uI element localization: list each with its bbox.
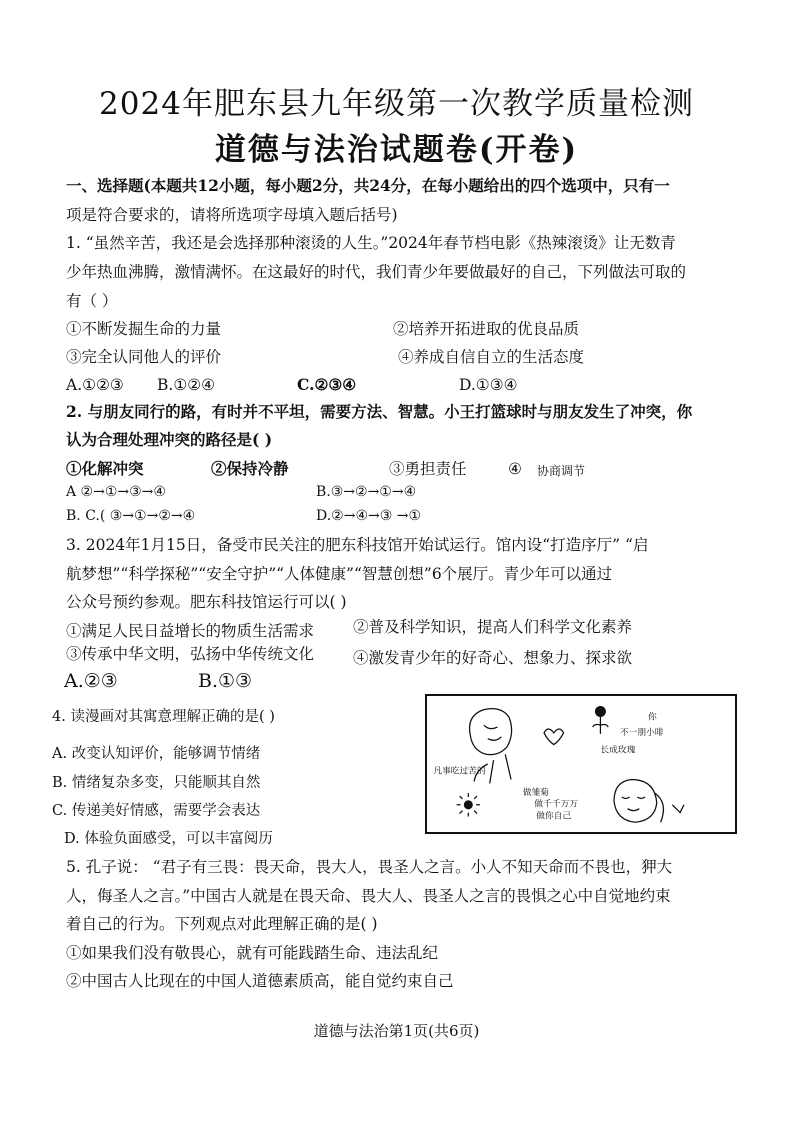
exam-title: 2024年肥东县九年级第一次教学质量检测	[99, 86, 694, 122]
q1-option-1: ①不断发掘生命的力量	[66, 320, 222, 338]
q4-stem: 4. 读漫画对其寓意理解正确的是( )	[52, 709, 275, 725]
q3-choice-b: B.①③	[198, 670, 253, 692]
girl-head-left	[470, 709, 512, 755]
q5-stem-line3: 着自己的行为。下列观点对此理解正确的是( )	[66, 915, 378, 933]
comic-text-bottom3: 做你自己	[536, 811, 572, 822]
q4-choice-b: B. 情绪复杂多变，只能顺其自然	[52, 775, 261, 791]
q4-choice-c: C. 传递美好情感，需要学会表达	[52, 803, 261, 819]
q1-choice-b: B.①②④	[157, 376, 216, 394]
q1-option-4: ④养成自信自立的生活态度	[398, 348, 585, 366]
comic-text-left: 凡事吃过苦的	[433, 766, 486, 777]
comic-drawing	[427, 696, 735, 832]
rose-bloom	[596, 707, 606, 717]
q2-choice-a: A ②→①→③→④	[66, 484, 166, 500]
q3-option-1: ①满足人民日益增长的物质生活需求	[66, 622, 315, 640]
girl-head-right	[614, 780, 657, 823]
q2-choice-c: B. C.( ③→①→②→④	[66, 508, 196, 524]
daisy-center	[464, 801, 472, 809]
hair-right	[655, 793, 684, 822]
q1-choice-d: D.①③④	[459, 376, 518, 394]
q1-option-2: ②培养开拓进取的优良品质	[393, 320, 580, 338]
q5-stem-line1: 5. 孔子说： “君子有三畏：畏天命，畏大人，畏圣人之言。小人不知天命而不畏也，狎大	[66, 858, 673, 876]
q3-option-2: ②普及科学知识，提高人们科学文化素养	[353, 618, 633, 636]
page-footer: 道德与法治第1页(共6页)	[313, 1022, 480, 1040]
q2-option-4: ④	[508, 460, 522, 478]
comic-illustration	[425, 694, 737, 834]
q2-option-1: ①化解冲突	[66, 459, 144, 478]
q2-choice-b: B.③→②→①→④	[316, 484, 417, 500]
q2-option-3: ③勇担责任	[389, 460, 467, 478]
q5-option-2: ②中国古人比现在的中国人道德素质高，能自觉约束自己	[66, 972, 454, 990]
comic-text-you: 你	[648, 712, 657, 723]
q4-choice-a: A. 改变认知评价，能够调节情绪	[52, 746, 261, 762]
q1-stem-line1: 1. “虽然辛苦，我还是会选择那种滚烫的人生。”2024年春节档电影《热辣滚烫》让无数青	[66, 234, 676, 252]
q3-option-3: ③传承中华文明，弘扬中华传统文化	[66, 645, 315, 663]
section-header-line2: 项是符合要求的，请将所选项字母填入题后括号)	[66, 206, 398, 224]
girl-face-left	[484, 725, 501, 740]
q2-option-4-handwritten: 协商调节	[537, 464, 586, 478]
q3-stem-line3: 公众号预约参观。肥东科技馆运行可以( )	[66, 593, 347, 611]
comic-text-top: 不一朋小啡	[619, 727, 664, 738]
q1-choice-c: C.②③④	[297, 375, 357, 394]
girl-face-right	[622, 797, 645, 811]
q3-stem-line1: 3. 2024年1月15日，备受市民关注的肥东科技馆开始试运行。馆内设“打造序厅” “启	[66, 536, 649, 554]
q3-option-4: ④激发青少年的好奇心、想象力、探求欲	[353, 649, 633, 667]
q2-stem-line1: 2. 与朋友同行的路，有时并不平坦，需要方法、智慧。小王打篮球时与朋友发生了冲突，你	[66, 402, 693, 421]
q1-stem-line2: 少年热血沸腾，激情满怀。在这最好的时代，我们青少年要做最好的自己，下列做法可取的	[66, 263, 687, 281]
q2-stem-line2: 认为合理处理冲突的路径是( )	[66, 430, 273, 449]
comic-text-bottom1: 做雏菊	[522, 788, 549, 799]
comic-text-bottom2: 做千千万万	[534, 799, 579, 810]
q2-option-2: ②保持冷静	[211, 459, 289, 478]
q5-option-1: ①如果我们没有敬畏心，就有可能践踏生命、违法乱纪	[66, 944, 439, 962]
section-header-line1: 一、选择题(本题共12小题，每小题2分，共24分，在每小题给出的四个选项中，只有一	[66, 176, 670, 195]
q1-stem-line3: 有（ ）	[66, 292, 118, 310]
exam-subtitle: 道德与法治试题卷(开卷)	[214, 132, 579, 168]
q3-choice-a: A.②③	[64, 670, 118, 692]
q4-choice-d: D. 体验负面感受，可以丰富阅历	[64, 831, 273, 847]
comic-text-mid: 长成玫瑰	[600, 745, 636, 756]
rose-stem	[593, 716, 609, 733]
q1-choice-a: A.①②③	[66, 376, 124, 394]
q1-option-3: ③完全认同他人的评价	[66, 348, 222, 366]
q5-stem-line2: 人，侮圣人之言。”中国古人就是在畏天命、畏大人、畏圣人之言的畏惧之心中自觉地约束	[66, 887, 671, 905]
q2-choice-d: D.②→④→③ →①	[316, 508, 422, 524]
heart-drawing	[544, 729, 563, 745]
q3-stem-line2: 航梦想”“科学探秘”“安全守护”“人体健康”“智慧创想”6个展厅。青少年可以通过	[66, 565, 613, 583]
